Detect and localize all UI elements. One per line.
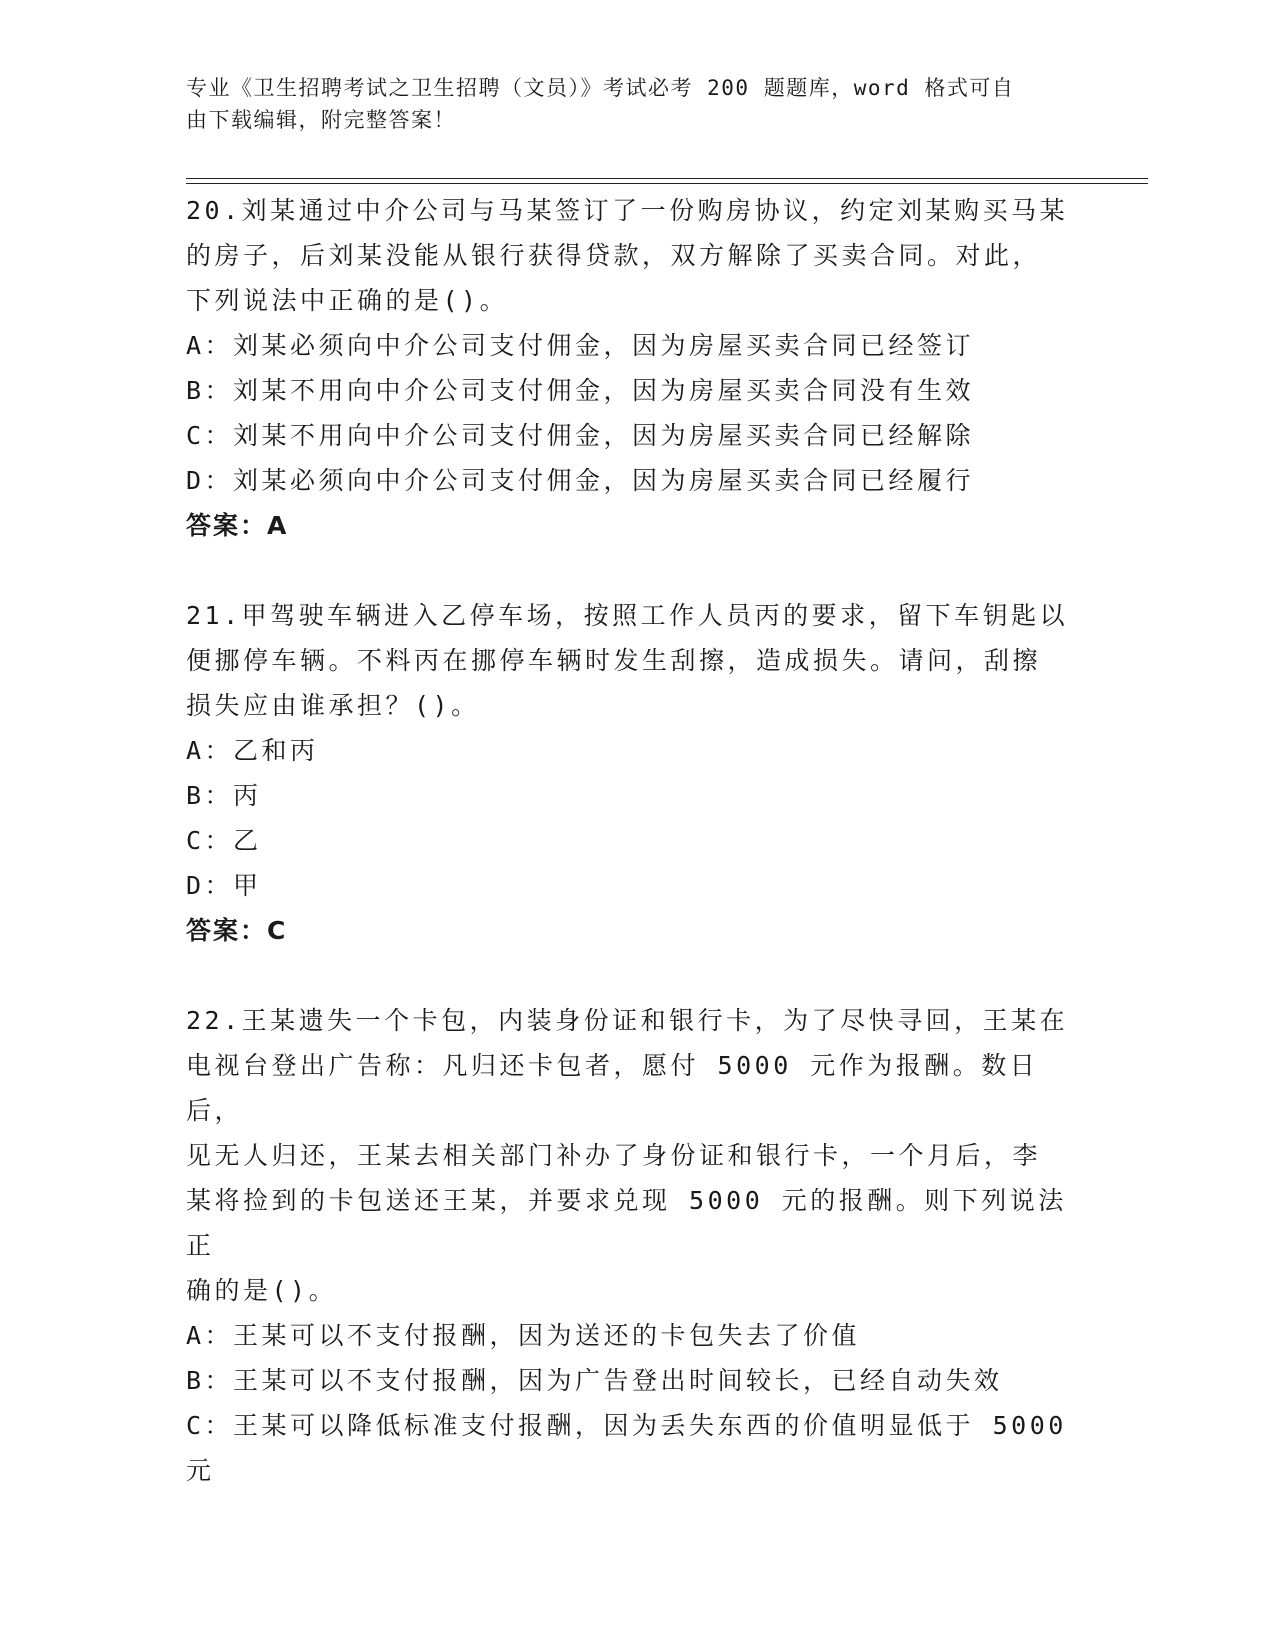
question-text-line: 便挪停车辆。不料丙在挪停车辆时发生刮擦，造成损失。请问，刮擦 (186, 646, 1042, 675)
question-text-line: 22.王某遗失一个卡包，内装身份证和银行卡，为了尽快寻回，王某在 (186, 1006, 1069, 1035)
question-spacer (186, 548, 1086, 593)
option-b: B：丙 (186, 781, 262, 810)
option-a: A：刘某必须向中介公司支付佣金，因为房屋买卖合同已经签订 (186, 331, 975, 360)
option-c: C：刘某不用向中介公司支付佣金，因为房屋买卖合同已经解除 (186, 421, 975, 450)
question-22 (186, 998, 1086, 1493)
question-spacer (186, 953, 1086, 998)
question-text-line: 见无人归还，王某去相关部门补办了身份证和银行卡，一个月后，李 (186, 1141, 1042, 1170)
question-text-line: 某将捡到的卡包送还王某，并要求兑现 5000 元的报酬。则下列说法正 (186, 1186, 1067, 1260)
header-line-1: 专业《卫生招聘考试之卫生招聘（文员）》考试必考 200 题题库，word 格式可自 (186, 76, 1015, 100)
question-text-line: 下列说法中正确的是()。 (186, 286, 509, 315)
question-20 (186, 188, 1086, 548)
option-c-continued: 元 (186, 1456, 215, 1485)
question-text-line: 的房子，后刘某没能从银行获得贷款，双方解除了买卖合同。对此， (186, 241, 1042, 270)
question-21 (186, 593, 1086, 953)
document-header (186, 72, 1066, 136)
header-line-2: 由下载编辑，附完整答案！ (186, 108, 456, 132)
option-d: D：刘某必须向中介公司支付佣金，因为房屋买卖合同已经履行 (186, 466, 975, 495)
question-text-line: 20.刘某通过中介公司与马某签订了一份购房协议，约定刘某购买马某 (186, 196, 1069, 225)
header-divider-top (186, 178, 1148, 179)
answer-label: 答案：C (186, 916, 288, 945)
question-text-line: 损失应由谁承担？()。 (186, 691, 480, 720)
question-text-line: 21.甲驾驶车辆进入乙停车场，按照工作人员丙的要求，留下车钥匙以 (186, 601, 1069, 630)
answer-label: 答案：A (186, 511, 289, 540)
option-b: B：王某可以不支付报酬，因为广告登出时间较长，已经自动失效 (186, 1366, 1003, 1395)
question-text-line: 电视台登出广告称：凡归还卡包者，愿付 5000 元作为报酬。数日后， (186, 1051, 1039, 1125)
option-c: C：乙 (186, 826, 262, 855)
header-divider-bottom (186, 183, 1148, 184)
option-d: D：甲 (186, 871, 262, 900)
option-c: C：王某可以降低标准支付报酬，因为丢失东西的价值明显低于 5000 (186, 1411, 1067, 1440)
option-b: B：刘某不用向中介公司支付佣金，因为房屋买卖合同没有生效 (186, 376, 975, 405)
option-a: A：王某可以不支付报酬，因为送还的卡包失去了价值 (186, 1321, 861, 1350)
question-text-line: 确的是()。 (186, 1276, 338, 1305)
option-a: A：乙和丙 (186, 736, 319, 765)
question-list (186, 188, 1086, 1493)
